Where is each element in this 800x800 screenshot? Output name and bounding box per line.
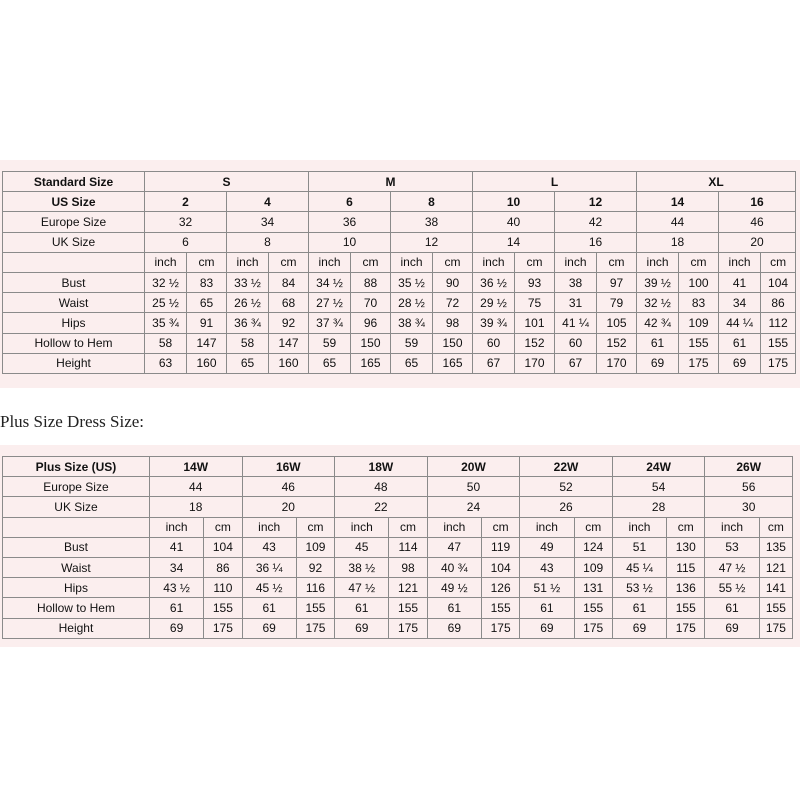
standard-measure-cell: 42 ¾	[637, 313, 679, 333]
plus-measure-cell: 69	[335, 618, 389, 638]
plus-unit-cm: cm	[759, 517, 792, 537]
plus-measure-cell: 155	[389, 598, 427, 618]
standard-measure-cell: 175	[761, 353, 796, 373]
plus-unit-cm: cm	[204, 517, 242, 537]
us-size-cell: 2	[145, 192, 227, 212]
standard-measure-row	[3, 313, 796, 333]
standard-measure-cell: 35 ½	[391, 272, 433, 292]
plus-size-title: Plus Size Dress Size:	[0, 412, 145, 431]
standard-measure-cell: 59	[309, 333, 351, 353]
plus-uk-row	[3, 497, 793, 517]
plus-measure-cell: 53	[705, 537, 759, 557]
plus-measure-cell: 104	[482, 557, 520, 577]
standard-measure-cell: 98	[433, 313, 473, 333]
plus-unit-cm: cm	[667, 517, 705, 537]
europe-size-cell: 38	[391, 212, 473, 232]
plus-measure-cell: 34	[149, 557, 203, 577]
standard-measure-cell: 69	[719, 353, 761, 373]
uk-size-cell: 18	[637, 232, 719, 252]
standard-unit-cm: cm	[433, 252, 473, 272]
plus-uk-cell: 22	[335, 497, 428, 517]
standard-measure-cell: 97	[597, 272, 637, 292]
standard-measure-cell: 70	[351, 293, 391, 313]
standard-measure-cell: 44 ¼	[719, 313, 761, 333]
plus-measure-cell: 121	[389, 578, 427, 598]
plus-measure-cell: 155	[574, 598, 612, 618]
standard-unit-inch: inch	[145, 252, 187, 272]
plus-unit-cm: cm	[296, 517, 334, 537]
plus-measure-cell: 69	[149, 618, 203, 638]
plus-size-table	[2, 456, 793, 639]
standard-unit-cm: cm	[597, 252, 637, 272]
standard-measure-row	[3, 272, 796, 292]
standard-measure-cell: 165	[351, 353, 391, 373]
uk-size-cell: 10	[309, 232, 391, 252]
plus-measure-label: Bust	[3, 537, 150, 557]
standard-measure-cell: 31	[555, 293, 597, 313]
plus-measure-cell: 155	[667, 598, 705, 618]
plus-measure-cell: 51	[612, 537, 666, 557]
standard-measure-cell: 39 ¾	[473, 313, 515, 333]
standard-measure-cell: 35 ¾	[145, 313, 187, 333]
group-m: M	[309, 172, 473, 192]
europe-size-cell: 32	[145, 212, 227, 232]
standard-measure-cell: 96	[351, 313, 391, 333]
plus-measure-cell: 136	[667, 578, 705, 598]
standard-measure-row	[3, 333, 796, 353]
plus-measure-row	[3, 557, 793, 577]
plus-europe-cell: 48	[335, 477, 428, 497]
standard-unit-cm: cm	[515, 252, 555, 272]
standard-measure-cell: 83	[187, 272, 227, 292]
plus-measure-cell: 141	[759, 578, 792, 598]
plus-measure-cell: 110	[204, 578, 242, 598]
standard-measure-cell: 68	[269, 293, 309, 313]
plus-measure-cell: 61	[335, 598, 389, 618]
plus-size-cell: 22W	[520, 457, 613, 477]
plus-measure-cell: 175	[204, 618, 242, 638]
standard-measure-cell: 112	[761, 313, 796, 333]
group-s: S	[145, 172, 309, 192]
uk-size-row	[3, 232, 796, 252]
plus-unit-row	[3, 517, 793, 537]
europe-size-cell: 40	[473, 212, 555, 232]
plus-size-header: Plus Size (US)	[3, 457, 150, 477]
plus-measure-cell: 175	[574, 618, 612, 638]
plus-measure-cell: 45 ¼	[612, 557, 666, 577]
plus-unit-inch: inch	[335, 517, 389, 537]
plus-measure-cell: 175	[667, 618, 705, 638]
standard-measure-cell: 91	[187, 313, 227, 333]
standard-measure-cell: 92	[269, 313, 309, 333]
standard-unit-inch: inch	[391, 252, 433, 272]
standard-measure-cell: 150	[433, 333, 473, 353]
plus-europe-cell: 50	[427, 477, 520, 497]
standard-measure-cell: 155	[761, 333, 796, 353]
plus-measure-cell: 41	[149, 537, 203, 557]
standard-measure-cell: 41	[719, 272, 761, 292]
plus-measure-cell: 40 ¾	[427, 557, 481, 577]
standard-measure-cell: 58	[227, 333, 269, 353]
plus-measure-cell: 175	[759, 618, 792, 638]
plus-measure-cell: 61	[242, 598, 296, 618]
standard-measure-cell: 109	[679, 313, 719, 333]
standard-measure-cell: 27 ½	[309, 293, 351, 313]
plus-size-cell: 18W	[335, 457, 428, 477]
standard-measure-cell: 84	[269, 272, 309, 292]
standard-measure-cell: 33 ½	[227, 272, 269, 292]
standard-unit-cm: cm	[187, 252, 227, 272]
plus-measure-cell: 109	[574, 557, 612, 577]
standard-measure-label: Waist	[3, 293, 145, 313]
standard-measure-cell: 152	[597, 333, 637, 353]
plus-measure-cell: 69	[705, 618, 759, 638]
plus-europe-row	[3, 477, 793, 497]
plus-uk-cell: 20	[242, 497, 335, 517]
plus-measure-cell: 104	[204, 537, 242, 557]
us-size-cell: 4	[227, 192, 309, 212]
plus-measure-cell: 124	[574, 537, 612, 557]
standard-measure-cell: 65	[391, 353, 433, 373]
standard-measure-cell: 65	[227, 353, 269, 373]
plus-measure-cell: 155	[296, 598, 334, 618]
plus-europe-cell: 46	[242, 477, 335, 497]
plus-measure-cell: 36 ¼	[242, 557, 296, 577]
plus-measure-cell: 109	[296, 537, 334, 557]
plus-measure-cell: 69	[427, 618, 481, 638]
standard-size-header: Standard Size	[3, 172, 145, 192]
standard-measure-cell: 34	[719, 293, 761, 313]
standard-measure-cell: 105	[597, 313, 637, 333]
plus-measure-cell: 175	[389, 618, 427, 638]
plus-measure-cell: 45	[335, 537, 389, 557]
standard-measure-cell: 79	[597, 293, 637, 313]
standard-measure-cell: 147	[187, 333, 227, 353]
uk-size-cell: 12	[391, 232, 473, 252]
standard-unit-cm: cm	[679, 252, 719, 272]
standard-unit-blank	[3, 252, 145, 272]
standard-measure-label: Hips	[3, 313, 145, 333]
plus-europe-label: Europe Size	[3, 477, 150, 497]
plus-measure-cell: 135	[759, 537, 792, 557]
standard-measure-label: Height	[3, 353, 145, 373]
us-size-label: US Size	[3, 192, 145, 212]
standard-measure-cell: 69	[637, 353, 679, 373]
standard-measure-cell: 147	[269, 333, 309, 353]
plus-unit-inch: inch	[520, 517, 574, 537]
plus-unit-cm: cm	[574, 517, 612, 537]
plus-measure-cell: 116	[296, 578, 334, 598]
plus-measure-cell: 155	[204, 598, 242, 618]
plus-measure-cell: 69	[242, 618, 296, 638]
standard-measure-cell: 160	[187, 353, 227, 373]
plus-size-cell: 16W	[242, 457, 335, 477]
plus-measure-cell: 51 ½	[520, 578, 574, 598]
plus-unit-inch: inch	[612, 517, 666, 537]
standard-measure-cell: 160	[269, 353, 309, 373]
us-size-cell: 12	[555, 192, 637, 212]
plus-measure-cell: 49 ½	[427, 578, 481, 598]
plus-measure-cell: 126	[482, 578, 520, 598]
standard-measure-cell: 28 ½	[391, 293, 433, 313]
standard-measure-cell: 170	[597, 353, 637, 373]
plus-europe-cell: 44	[149, 477, 242, 497]
group-xl: XL	[637, 172, 796, 192]
standard-measure-cell: 32 ½	[637, 293, 679, 313]
plus-measure-cell: 61	[520, 598, 574, 618]
standard-measure-cell: 29 ½	[473, 293, 515, 313]
standard-measure-cell: 90	[433, 272, 473, 292]
europe-size-cell: 34	[227, 212, 309, 232]
uk-size-cell: 20	[719, 232, 796, 252]
plus-uk-cell: 30	[705, 497, 793, 517]
plus-measure-cell: 114	[389, 537, 427, 557]
standard-unit-inch: inch	[309, 252, 351, 272]
standard-size-table	[2, 171, 796, 374]
standard-unit-inch: inch	[555, 252, 597, 272]
standard-unit-row	[3, 252, 796, 272]
plus-measure-cell: 47 ½	[705, 557, 759, 577]
plus-uk-label: UK Size	[3, 497, 150, 517]
plus-measure-cell: 43	[242, 537, 296, 557]
standard-measure-cell: 38	[555, 272, 597, 292]
europe-size-label: Europe Size	[3, 212, 145, 232]
uk-size-cell: 16	[555, 232, 637, 252]
plus-unit-inch: inch	[242, 517, 296, 537]
standard-measure-cell: 165	[433, 353, 473, 373]
standard-unit-cm: cm	[761, 252, 796, 272]
uk-size-cell: 6	[145, 232, 227, 252]
standard-measure-cell: 175	[679, 353, 719, 373]
us-size-cell: 8	[391, 192, 473, 212]
standard-measure-cell: 61	[637, 333, 679, 353]
plus-measure-cell: 98	[389, 557, 427, 577]
plus-unit-cm: cm	[389, 517, 427, 537]
us-size-row	[3, 192, 796, 212]
plus-europe-cell: 54	[612, 477, 705, 497]
standard-measure-cell: 26 ½	[227, 293, 269, 313]
plus-measure-label: Hips	[3, 578, 150, 598]
plus-measure-label: Waist	[3, 557, 150, 577]
uk-size-cell: 8	[227, 232, 309, 252]
standard-measure-cell: 37 ¾	[309, 313, 351, 333]
standard-unit-cm: cm	[351, 252, 391, 272]
standard-unit-inch: inch	[719, 252, 761, 272]
standard-measure-cell: 60	[473, 333, 515, 353]
plus-measure-row	[3, 598, 793, 618]
plus-measure-cell: 175	[296, 618, 334, 638]
standard-measure-row	[3, 293, 796, 313]
plus-unit-inch: inch	[149, 517, 203, 537]
plus-size-cell: 26W	[705, 457, 793, 477]
plus-measure-cell: 69	[612, 618, 666, 638]
plus-measure-cell: 119	[482, 537, 520, 557]
us-size-cell: 6	[309, 192, 391, 212]
europe-size-row	[3, 212, 796, 232]
standard-measure-cell: 67	[473, 353, 515, 373]
plus-measure-cell: 61	[612, 598, 666, 618]
plus-measure-label: Height	[3, 618, 150, 638]
uk-size-cell: 14	[473, 232, 555, 252]
plus-measure-label: Hollow to Hem	[3, 598, 150, 618]
plus-measure-cell: 53 ½	[612, 578, 666, 598]
plus-unit-inch: inch	[427, 517, 481, 537]
plus-measure-cell: 43 ½	[149, 578, 203, 598]
standard-measure-cell: 36 ½	[473, 272, 515, 292]
plus-unit-inch: inch	[705, 517, 759, 537]
plus-measure-cell: 115	[667, 557, 705, 577]
plus-measure-cell: 92	[296, 557, 334, 577]
standard-measure-cell: 32 ½	[145, 272, 187, 292]
standard-measure-cell: 39 ½	[637, 272, 679, 292]
standard-measure-cell: 83	[679, 293, 719, 313]
plus-measure-row	[3, 618, 793, 638]
standard-measure-cell: 67	[555, 353, 597, 373]
plus-measure-cell: 38 ½	[335, 557, 389, 577]
standard-measure-cell: 58	[145, 333, 187, 353]
standard-measure-cell: 60	[555, 333, 597, 353]
plus-measure-row	[3, 537, 793, 557]
standard-unit-inch: inch	[473, 252, 515, 272]
plus-europe-cell: 52	[520, 477, 613, 497]
plus-size-cell: 20W	[427, 457, 520, 477]
standard-measure-cell: 150	[351, 333, 391, 353]
plus-size-cell: 14W	[149, 457, 242, 477]
plus-uk-cell: 26	[520, 497, 613, 517]
plus-uk-cell: 24	[427, 497, 520, 517]
standard-measure-cell: 101	[515, 313, 555, 333]
standard-measure-cell: 75	[515, 293, 555, 313]
standard-measure-cell: 65	[309, 353, 351, 373]
europe-size-cell: 36	[309, 212, 391, 232]
uk-size-label: UK Size	[3, 232, 145, 252]
standard-measure-cell: 86	[761, 293, 796, 313]
standard-measure-cell: 41 ¼	[555, 313, 597, 333]
us-size-cell: 10	[473, 192, 555, 212]
standard-measure-cell: 104	[761, 272, 796, 292]
plus-measure-cell: 131	[574, 578, 612, 598]
group-l: L	[473, 172, 637, 192]
europe-size-cell: 46	[719, 212, 796, 232]
standard-measure-cell: 38 ¾	[391, 313, 433, 333]
standard-measure-cell: 170	[515, 353, 555, 373]
europe-size-cell: 42	[555, 212, 637, 232]
plus-measure-cell: 155	[759, 598, 792, 618]
plus-measure-row	[3, 578, 793, 598]
plus-measure-cell: 175	[482, 618, 520, 638]
standard-measure-cell: 63	[145, 353, 187, 373]
standard-measure-row	[3, 353, 796, 373]
plus-unit-cm: cm	[482, 517, 520, 537]
plus-measure-cell: 69	[520, 618, 574, 638]
plus-measure-cell: 121	[759, 557, 792, 577]
standard-measure-cell: 155	[679, 333, 719, 353]
plus-measure-cell: 43	[520, 557, 574, 577]
standard-measure-cell: 61	[719, 333, 761, 353]
standard-measure-cell: 34 ½	[309, 272, 351, 292]
plus-measure-cell: 130	[667, 537, 705, 557]
standard-measure-cell: 72	[433, 293, 473, 313]
plus-measure-cell: 49	[520, 537, 574, 557]
standard-measure-label: Hollow to Hem	[3, 333, 145, 353]
plus-measure-cell: 61	[149, 598, 203, 618]
plus-header-row	[3, 457, 793, 477]
plus-unit-blank	[3, 517, 150, 537]
plus-measure-cell: 45 ½	[242, 578, 296, 598]
plus-uk-cell: 18	[149, 497, 242, 517]
standard-measure-cell: 152	[515, 333, 555, 353]
plus-measure-cell: 61	[705, 598, 759, 618]
plus-measure-cell: 86	[204, 557, 242, 577]
plus-uk-cell: 28	[612, 497, 705, 517]
standard-header-row	[3, 172, 796, 192]
standard-measure-cell: 100	[679, 272, 719, 292]
plus-europe-cell: 56	[705, 477, 793, 497]
plus-measure-cell: 47	[427, 537, 481, 557]
europe-size-cell: 44	[637, 212, 719, 232]
standard-unit-inch: inch	[637, 252, 679, 272]
standard-measure-cell: 88	[351, 272, 391, 292]
standard-measure-cell: 93	[515, 272, 555, 292]
standard-measure-cell: 59	[391, 333, 433, 353]
us-size-cell: 16	[719, 192, 796, 212]
standard-measure-cell: 65	[187, 293, 227, 313]
standard-unit-inch: inch	[227, 252, 269, 272]
plus-measure-cell: 61	[427, 598, 481, 618]
plus-measure-cell: 55 ½	[705, 578, 759, 598]
plus-measure-cell: 47 ½	[335, 578, 389, 598]
plus-size-cell: 24W	[612, 457, 705, 477]
standard-unit-cm: cm	[269, 252, 309, 272]
standard-measure-cell: 36 ¾	[227, 313, 269, 333]
plus-measure-cell: 155	[482, 598, 520, 618]
us-size-cell: 14	[637, 192, 719, 212]
standard-measure-label: Bust	[3, 272, 145, 292]
standard-measure-cell: 25 ½	[145, 293, 187, 313]
